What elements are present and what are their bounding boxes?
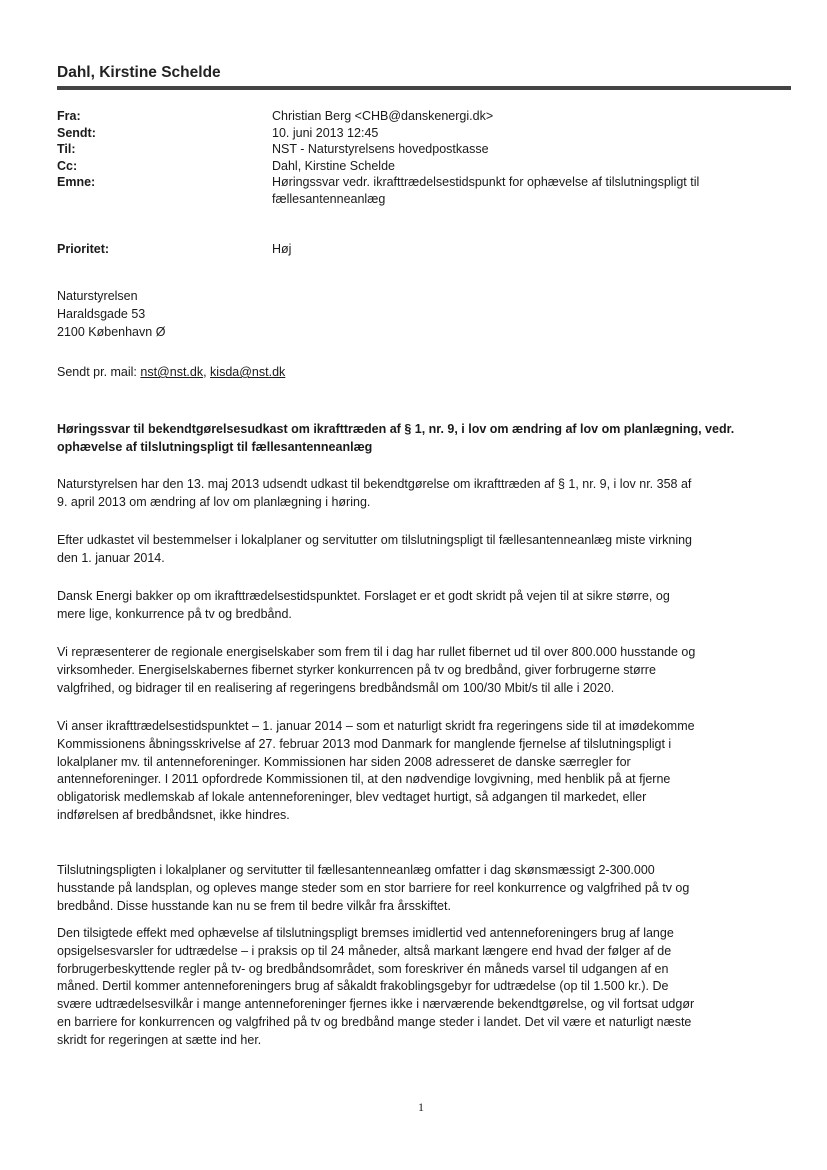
paragraph-line: en barriere for konkurrencen og valgfrihed på tv og bredbånd mange steder i landet. Det vil være et naturligt næste (57, 1014, 692, 1029)
paragraph-line: virksomheder. Energiselskabernes fibernet styrker konkurrencen på tv og bredbånd, giver forbrugerne større (57, 662, 656, 677)
page-number: 1 (418, 1100, 424, 1114)
paragraph (57, 588, 670, 624)
email-header (57, 108, 699, 257)
paragraph (57, 862, 689, 915)
paragraph-line: forbrugerbeskyttende regler på tv- og bredbåndsområdet, som foreskriver én måneds varsel til udgangen af en (57, 961, 669, 976)
paragraph-line: mere lige, konkurrence på tv og bredbånd. (57, 606, 292, 621)
paragraph (57, 925, 694, 1050)
field-subject-cont (57, 191, 699, 208)
paragraph (57, 476, 691, 512)
paragraph-line: den 1. januar 2014. (57, 550, 165, 565)
paragraph-line: Den tilsigtede effekt med ophævelse af tilslutningspligt bremses imidlertid ved antenneforeningers brug af lange (57, 926, 674, 940)
document-owner-title: Dahl, Kirstine Schelde (57, 64, 221, 81)
address-line: Naturstyrelsen (57, 289, 138, 303)
field-to (57, 141, 699, 158)
field-subject (57, 174, 699, 191)
email-link-nst[interactable]: nst@nst.dk (140, 365, 204, 379)
field-label: Prioritet: (57, 241, 110, 256)
paragraph-line: lokalplaner mv. til antenneforeninger. Kommissionen har siden 2008 adresseret de danske særregler for (57, 754, 631, 769)
paragraph-line: Vi anser ikrafttrædelsestidspunktet – 1. januar 2014 – som et naturligt skridt fra regeringens side til at imødekomme (57, 719, 695, 733)
paragraph-line: skridt for regeringen at sætte ind her. (57, 1032, 262, 1047)
paragraph-line: Efter udkastet vil bestemmelser i lokalplaner og servitutter om tilslutningspligt til fællesantenneanlæg miste virkning (57, 533, 693, 547)
sent-by-mail-label: Sendt pr. mail: (57, 365, 141, 379)
field-value: NST - Naturstyrelsens hovedpostkasse (272, 142, 489, 157)
paragraph-line: Dansk Energi bakker op om ikrafttrædelsestidspunktet. Forslaget er et godt skridt på vejen til at sikre større, og (57, 589, 670, 603)
paragraph (57, 718, 695, 825)
field-label: Cc: (57, 158, 78, 173)
paragraph-line: måned. Dertil kommer antenneforeningers brug af såkaldt frakoblingsgebyr for udtrædelse (op til 1.500 kr.). De (57, 979, 669, 994)
paragraph-line: valgfrihed, og bidrager til en realisering af regeringens bredbåndsmål om 100/30 Mbit/s til alle i 2020. (57, 680, 615, 695)
field-value: Dahl, Kirstine Schelde (272, 158, 395, 173)
paragraph-line: Vi repræsenterer de regionale energiselskaber som frem til i dag har rullet fibernet ud til over 800.000 husstande og (57, 645, 696, 659)
field-sent (57, 125, 699, 142)
paragraph-line: Tilslutningspligten i lokalplaner og servitutter til fællesantenneanlæg omfatter i dag skønsmæssigt 2-300.000 (57, 863, 655, 877)
address-line: Haraldsgade 53 (57, 306, 146, 321)
field-value: fællesantenneanlæg (272, 191, 386, 206)
paragraph-line: antenneforeninger. I 2011 opfordrede Kommissionen til, at den nødvendige lovgivning, med henblik på at fjerne (57, 772, 671, 787)
field-value: Høj (272, 241, 292, 256)
email-link-kisda[interactable]: kisda@nst.dk (210, 365, 286, 379)
paragraph-line: husstande på landsplan, og opleves mange steder som en stor barriere for reel konkurrence og valgfrihed på tv og (57, 880, 690, 895)
field-from (57, 108, 699, 125)
header-divider (57, 86, 791, 90)
field-priority (57, 241, 699, 258)
field-value: 10. juni 2013 12:45 (272, 125, 379, 140)
paragraph-line: svære udtrædelsesvilkår i mange antenneforeninger fjernes ikke i nærværende bekendtgørelse, og vil fortsat udgør (57, 997, 695, 1012)
paragraph-line: indførelsen af bredbåndsnet, ikke hindres. (57, 807, 290, 822)
field-label: Sendt: (57, 125, 96, 140)
field-label: Emne: (57, 175, 96, 190)
paragraph (57, 532, 692, 568)
sent-by-mail (57, 364, 285, 382)
paragraph-line: obligatorisk medlemskab af lokale antenneforeninger, blev vedtaget hurtigt, så adgangen til markedet, eller (57, 790, 647, 805)
paragraph-line: 9. april 2013 om ændring af lov om planlægning i høring. (57, 494, 371, 509)
field-cc (57, 158, 699, 175)
paragraph-line: Kommissionens åbningsskrivelse af 27. februar 2013 mod Danmark for manglende fjernelse af tilslutningspligt i (57, 736, 672, 751)
paragraph-line: opsigelsesvarsler for udtrædelse – i praksis op til 24 måneder, altså markant længere end hvad der følger af de (57, 943, 672, 958)
recipient-address (57, 288, 165, 341)
separator: , (203, 365, 211, 379)
address-line: 2100 København Ø (57, 324, 166, 339)
field-label: Fra: (57, 109, 81, 123)
field-label: Til: (57, 142, 76, 157)
field-value: Høringssvar vedr. ikrafttrædelsestidspunkt for ophævelse af tilslutningspligt til (272, 175, 700, 190)
paragraph (57, 644, 695, 697)
letter-heading (57, 421, 734, 457)
heading-line: ophævelse af tilslutningspligt til fællesantenneanlæg (57, 439, 373, 454)
heading-line: Høringssvar til bekendtgørelsesudkast om ikrafttræden af § 1, nr. 9, i lov om ændring af lov om planlægning, vedr. (57, 422, 735, 436)
field-value: Christian Berg <CHB@danskenergi.dk> (272, 109, 494, 123)
paragraph-line: Naturstyrelsen har den 13. maj 2013 udsendt udkast til bekendtgørelse om ikrafttræden af § 1, nr. 9, i lov nr. 358 af (57, 477, 692, 491)
paragraph-line: bredbånd. Disse husstande kan nu se frem til bedre vilkår fra årsskiftet. (57, 898, 451, 913)
